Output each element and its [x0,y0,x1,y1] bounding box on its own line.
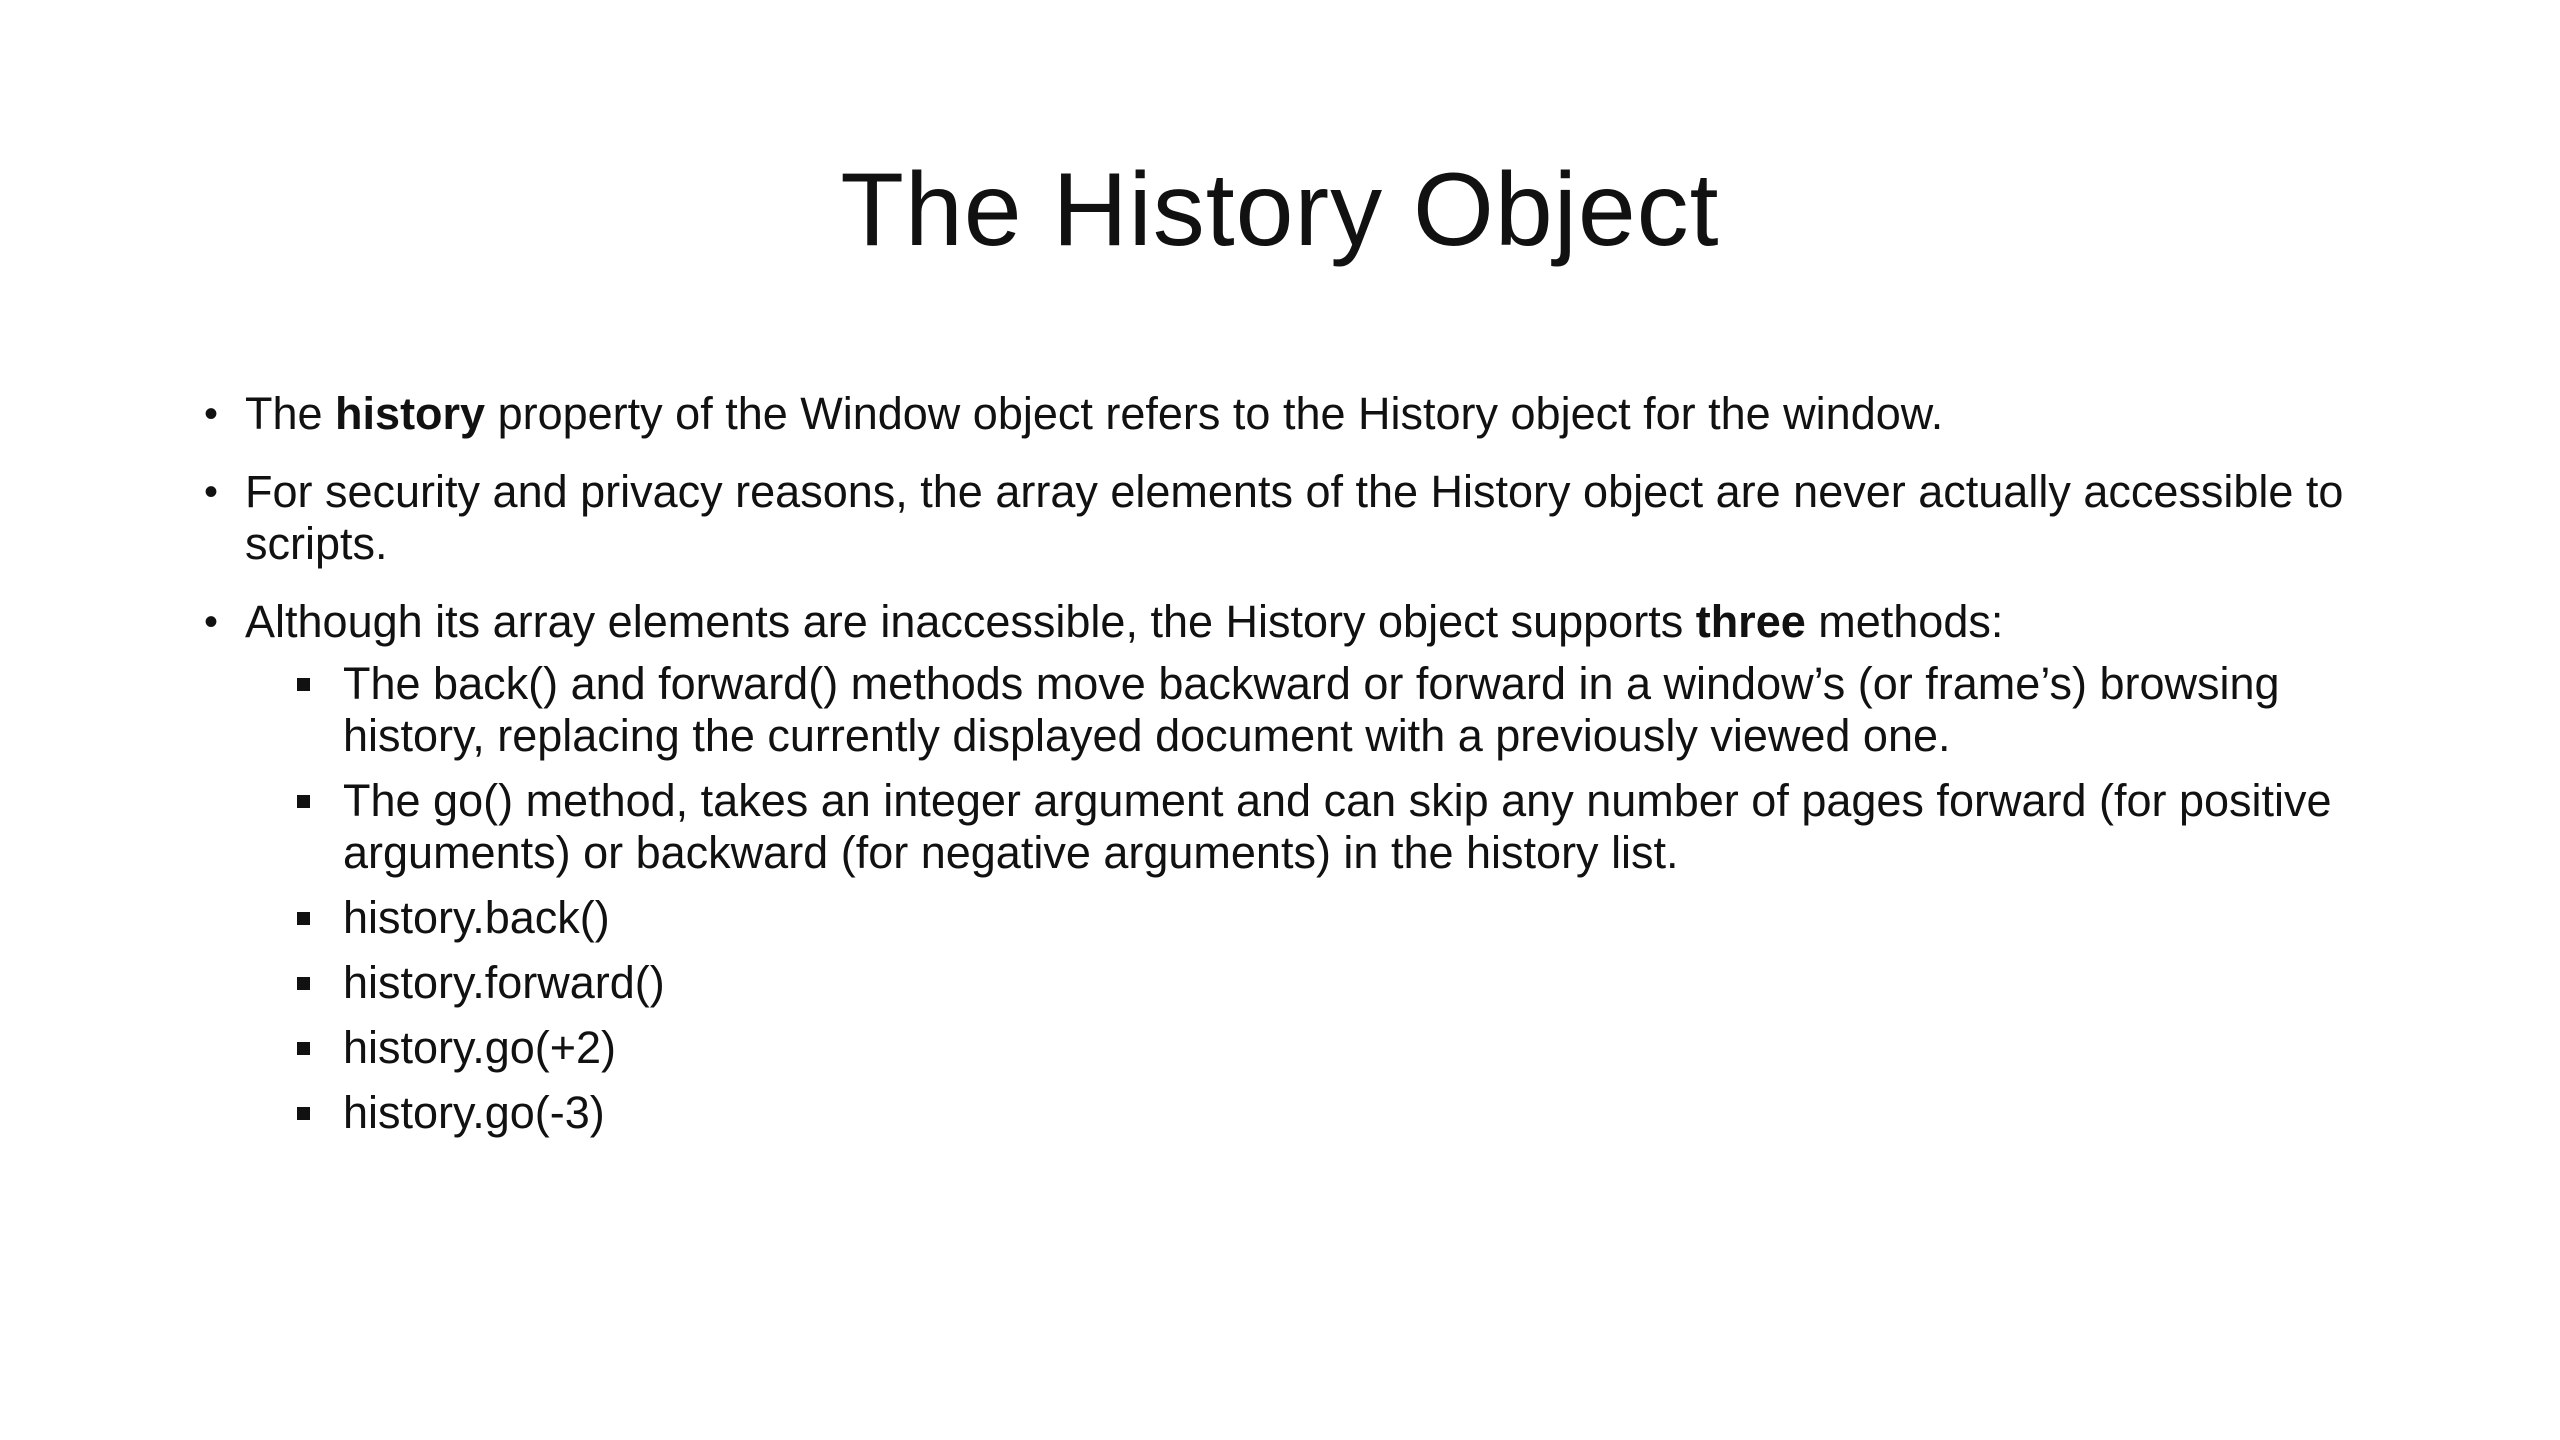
bullet-dot-icon: • [203,600,218,644]
bullet-text: For security and privacy reasons, the array elements of the History object are never actually accessible to scripts. [245,466,2344,569]
bullet-dot-icon: • [203,470,218,514]
square-bullet-icon [297,1107,310,1120]
sub-list-item [190,658,2430,762]
square-bullet-icon [297,912,310,925]
bullet-text-bold: history [335,388,486,439]
sub-bullet-text: history.go(+2) [343,1022,617,1073]
sub-list-item [190,1022,2430,1074]
sub-list-item [190,957,2430,1009]
list-item [190,596,2430,1139]
bullet-text-prefix: Although its array elements are inaccessible, the History object supports [245,596,1696,647]
sub-bullet-text: The go() method, takes an integer argument and can skip any number of pages forward (for positive arguments) or backward (for negative arguments) in the history list. [343,775,2332,878]
sub-bullet-text: history.forward() [343,957,665,1008]
slide-content [190,388,2430,1165]
list-item [190,388,2430,440]
bullet-text-suffix: property of the Window object refers to the History object for the window. [485,388,1944,439]
square-bullet-icon [297,678,310,691]
bullet-text-suffix: methods: [1805,596,2004,647]
slide-title: The History Object [840,152,1720,268]
bullet-list [190,388,2430,1139]
sub-bullet-text: The back() and forward() methods move backward or forward in a window’s (or frame’s) browsing history, replacing the currently displayed document with a previously viewed one. [343,658,2280,761]
square-bullet-icon [297,1042,310,1055]
square-bullet-icon [297,795,310,808]
sub-list-item [190,1087,2430,1139]
list-item [190,466,2430,570]
sub-bullet-list [245,658,2430,1139]
sub-bullet-text: history.back() [343,892,610,943]
sub-list-item [190,775,2430,879]
square-bullet-icon [297,977,310,990]
bullet-text-bold: three [1695,596,1806,647]
sub-list-item [190,892,2430,944]
sub-bullet-text: history.go(-3) [343,1087,605,1138]
bullet-dot-icon: • [203,392,218,436]
bullet-text-prefix: The [245,388,336,439]
